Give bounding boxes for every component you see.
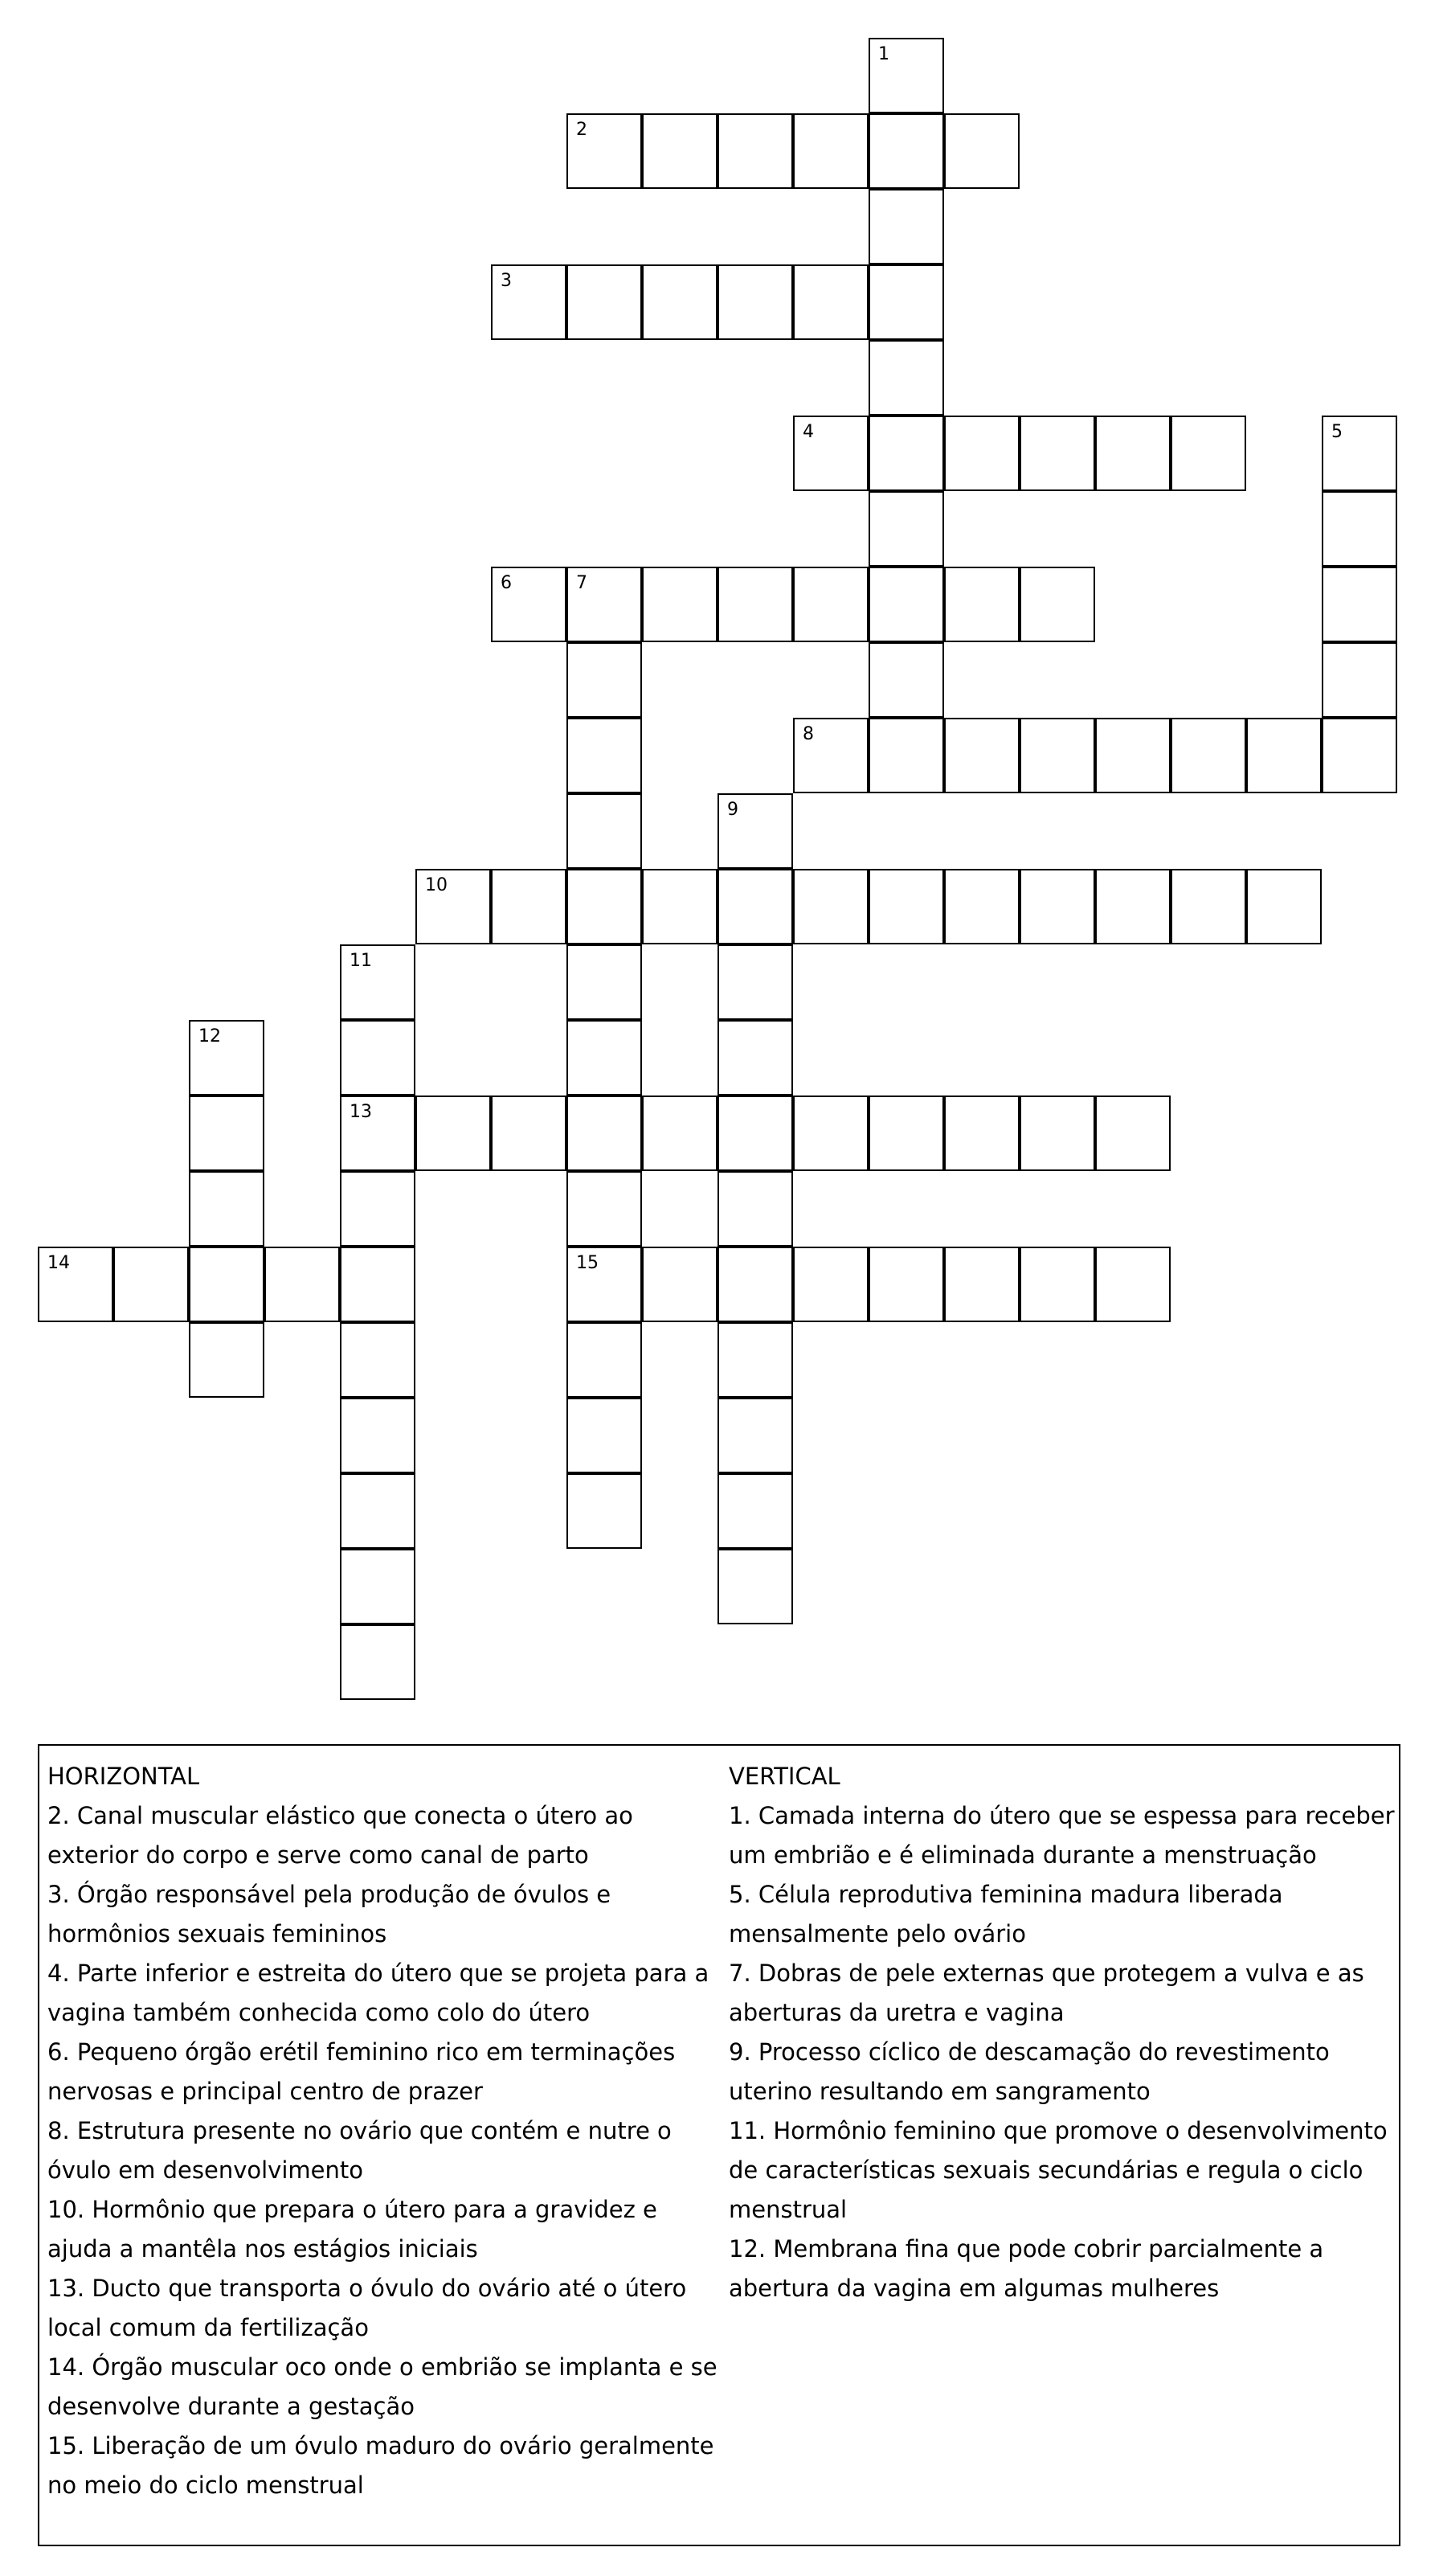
- crossword-cell[interactable]: [1322, 416, 1397, 491]
- crossword-cell[interactable]: [718, 1322, 793, 1398]
- crossword-cell[interactable]: [415, 1096, 491, 1171]
- crossword-cell[interactable]: [718, 113, 793, 189]
- clue-vertical-7: 7. Dobras de pele externas que protegem a vulva e as aberturas da uretra e vagina: [729, 1960, 1364, 2026]
- crossword-cell[interactable]: [340, 944, 415, 1020]
- horizontal-clues: [47, 1757, 722, 2505]
- crossword-cell[interactable]: [793, 869, 869, 944]
- crossword-cell[interactable]: [869, 113, 944, 189]
- crossword-cell[interactable]: [189, 1247, 264, 1322]
- crossword-cell[interactable]: [869, 38, 944, 113]
- clue-vertical-5: 5. Célula reprodutiva feminina madura liberada mensalmente pelo ovário: [729, 1881, 1283, 1947]
- cell-number: 12: [198, 1026, 221, 1046]
- crossword-cell[interactable]: [264, 1247, 340, 1322]
- crossword-cell[interactable]: [491, 264, 566, 340]
- crossword-cell[interactable]: [718, 1171, 793, 1247]
- crossword-cell[interactable]: [566, 1322, 642, 1398]
- crossword-cell[interactable]: [491, 567, 566, 642]
- crossword-cell[interactable]: [566, 567, 642, 642]
- cell-number: 6: [501, 573, 512, 593]
- crossword-cell[interactable]: [113, 1247, 189, 1322]
- clue-horizontal-4: 4. Parte inferior e estreita do útero que se projeta para a vagina também conhecida como colo do útero: [47, 1960, 709, 2026]
- clue-horizontal-8: 8. Estrutura presente no ovário que contém e nutre o óvulo em desenvolvimento: [47, 2117, 672, 2184]
- crossword-cell[interactable]: [793, 718, 869, 793]
- crossword-cell[interactable]: [1020, 1247, 1095, 1322]
- clue-horizontal-10: 10. Hormônio que prepara o útero para a gravidez e ajuda a mantêla nos estágios iniciais: [47, 2196, 657, 2263]
- crossword-cell[interactable]: [1095, 869, 1171, 944]
- crossword-cell[interactable]: [944, 567, 1020, 642]
- crossword-cell[interactable]: [566, 718, 642, 793]
- crossword-cell[interactable]: [566, 1398, 642, 1473]
- crossword-cell[interactable]: [718, 869, 793, 944]
- crossword-cell[interactable]: [642, 264, 718, 340]
- crossword-cell[interactable]: [718, 944, 793, 1020]
- clue-horizontal-2: 2. Canal muscular elástico que conecta o útero ao exterior do corpo e serve como canal de parto: [47, 1802, 633, 1869]
- cell-number: 14: [47, 1253, 70, 1273]
- crossword-cell[interactable]: [793, 113, 869, 189]
- crossword-cell[interactable]: [415, 869, 491, 944]
- crossword-cell[interactable]: [1171, 416, 1246, 491]
- cell-number: 13: [350, 1102, 372, 1122]
- crossword-cell[interactable]: [944, 113, 1020, 189]
- clue-horizontal-15: 15. Liberação de um óvulo maduro do ovário geralmente no meio do ciclo menstrual: [47, 2432, 714, 2499]
- horizontal-heading: HORIZONTAL: [47, 1763, 200, 1790]
- crossword-cell[interactable]: [340, 1624, 415, 1700]
- vertical-clues: [729, 1757, 1396, 2308]
- crossword-cell[interactable]: [1246, 869, 1322, 944]
- crossword-cell[interactable]: [718, 793, 793, 869]
- crossword-cell[interactable]: [1095, 1247, 1171, 1322]
- clue-horizontal-14: 14. Órgão muscular oco onde o embrião se implanta e se desenvolve durante a gestação: [47, 2353, 718, 2420]
- cell-number: 4: [803, 422, 814, 442]
- cell-number: 8: [803, 724, 814, 744]
- crossword-cell[interactable]: [718, 264, 793, 340]
- crossword-cell[interactable]: [944, 1247, 1020, 1322]
- cell-number: 15: [576, 1253, 599, 1273]
- crossword-cell[interactable]: [566, 869, 642, 944]
- crossword-cell[interactable]: [340, 1322, 415, 1398]
- crossword-cell[interactable]: [491, 1096, 566, 1171]
- crossword-cell[interactable]: [793, 264, 869, 340]
- cell-number: 7: [576, 573, 587, 593]
- crossword-cell[interactable]: [869, 567, 944, 642]
- crossword-cell[interactable]: [1171, 869, 1246, 944]
- crossword-cell[interactable]: [793, 567, 869, 642]
- crossword-cell[interactable]: [718, 1549, 793, 1624]
- crossword-cell[interactable]: [340, 1549, 415, 1624]
- crossword-cell[interactable]: [189, 1020, 264, 1096]
- crossword-cell[interactable]: [1322, 567, 1397, 642]
- crossword-cell[interactable]: [869, 642, 944, 718]
- crossword-cell[interactable]: [566, 1247, 642, 1322]
- crossword-cell[interactable]: [869, 189, 944, 264]
- clue-vertical-12: 12. Membrana fina que pode cobrir parcialmente a abertura da vagina em algumas mulheres: [729, 2235, 1324, 2302]
- crossword-cell[interactable]: [869, 718, 944, 793]
- cell-number: 5: [1331, 422, 1343, 442]
- crossword-cell[interactable]: [944, 718, 1020, 793]
- clue-horizontal-3: 3. Órgão responsável pela produção de óvulos e hormônios sexuais femininos: [47, 1881, 611, 1947]
- crossword-cell[interactable]: [566, 1171, 642, 1247]
- cell-number: 9: [727, 800, 738, 820]
- crossword-cell[interactable]: [566, 1096, 642, 1171]
- crossword-cell[interactable]: [944, 1096, 1020, 1171]
- crossword-cell[interactable]: [1322, 491, 1397, 567]
- crossword-cell[interactable]: [718, 1096, 793, 1171]
- crossword-cell[interactable]: [944, 416, 1020, 491]
- crossword-cell[interactable]: [189, 1171, 264, 1247]
- crossword-cell[interactable]: [1095, 416, 1171, 491]
- crossword-cell[interactable]: [642, 869, 718, 944]
- crossword-cell[interactable]: [189, 1096, 264, 1171]
- crossword-cell[interactable]: [869, 491, 944, 567]
- crossword-cell[interactable]: [566, 793, 642, 869]
- clue-horizontal-6: 6. Pequeno órgão erétil feminino rico em terminações nervosas e principal centro de prazer: [47, 2038, 676, 2105]
- crossword-cell[interactable]: [1020, 1096, 1095, 1171]
- crossword-cell[interactable]: [642, 567, 718, 642]
- crossword-cell[interactable]: [340, 1171, 415, 1247]
- crossword-cell[interactable]: [944, 869, 1020, 944]
- crossword-cell[interactable]: [793, 1096, 869, 1171]
- crossword-cell[interactable]: [340, 1473, 415, 1549]
- crossword-cell[interactable]: [189, 1322, 264, 1398]
- crossword-cell[interactable]: [566, 642, 642, 718]
- cell-number: 3: [501, 271, 512, 291]
- crossword-cell[interactable]: [566, 944, 642, 1020]
- crossword-cell[interactable]: [869, 340, 944, 416]
- crossword-cell[interactable]: [340, 1096, 415, 1171]
- crossword-cell[interactable]: [1020, 416, 1095, 491]
- crossword-cell[interactable]: [491, 869, 566, 944]
- crossword-cell[interactable]: [869, 869, 944, 944]
- clue-horizontal-13: 13. Ducto que transporta o óvulo do ovário até o útero local comum da fertilização: [47, 2275, 687, 2341]
- crossword-cell[interactable]: [566, 113, 642, 189]
- crossword-cell[interactable]: [869, 1096, 944, 1171]
- crossword-cell[interactable]: [340, 1020, 415, 1096]
- cell-number: 1: [878, 44, 889, 64]
- clues-box: [38, 1744, 1400, 2546]
- crossword-cell[interactable]: [566, 1020, 642, 1096]
- clue-vertical-11: 11. Hormônio feminino que promove o desenvolvimento de características sexuais secundárias e regula o ciclo menstrual: [729, 2117, 1388, 2223]
- crossword-cell[interactable]: [1020, 567, 1095, 642]
- crossword-cell[interactable]: [718, 1473, 793, 1549]
- crossword-cell[interactable]: [869, 264, 944, 340]
- crossword-cell[interactable]: [1020, 869, 1095, 944]
- crossword-cell[interactable]: [1322, 642, 1397, 718]
- crossword-cell[interactable]: [718, 1398, 793, 1473]
- clue-vertical-9: 9. Processo cíclico de descamação do revestimento uterino resultando em sangramento: [729, 2038, 1330, 2105]
- crossword-cell[interactable]: [642, 1096, 718, 1171]
- crossword-cell[interactable]: [718, 567, 793, 642]
- crossword-cell[interactable]: [1322, 718, 1397, 793]
- crossword-cell[interactable]: [869, 1247, 944, 1322]
- crossword-cell[interactable]: [566, 264, 642, 340]
- crossword-cell[interactable]: [718, 1247, 793, 1322]
- cell-number: 2: [576, 120, 587, 140]
- crossword-cell[interactable]: [869, 416, 944, 491]
- crossword-cell[interactable]: [793, 416, 869, 491]
- crossword-cell[interactable]: [1020, 718, 1095, 793]
- crossword-cell[interactable]: [1246, 718, 1322, 793]
- crossword-cell[interactable]: [718, 1020, 793, 1096]
- crossword-cell[interactable]: [1095, 718, 1171, 793]
- clue-vertical-1: 1. Camada interna do útero que se espessa para receber um embrião e é eliminada durante a menstruação: [729, 1802, 1395, 1869]
- crossword-cell[interactable]: [1095, 1096, 1171, 1171]
- cell-number: 11: [350, 951, 372, 971]
- vertical-heading: VERTICAL: [729, 1763, 840, 1790]
- crossword-cell[interactable]: [566, 1473, 642, 1549]
- cell-number: 10: [425, 875, 448, 895]
- crossword-cell[interactable]: [1171, 718, 1246, 793]
- crossword-cell[interactable]: [793, 1247, 869, 1322]
- crossword-cell[interactable]: [340, 1247, 415, 1322]
- crossword-cell[interactable]: [340, 1398, 415, 1473]
- crossword-cell[interactable]: [642, 113, 718, 189]
- crossword-cell[interactable]: [38, 1247, 113, 1322]
- crossword-cell[interactable]: [642, 1247, 718, 1322]
